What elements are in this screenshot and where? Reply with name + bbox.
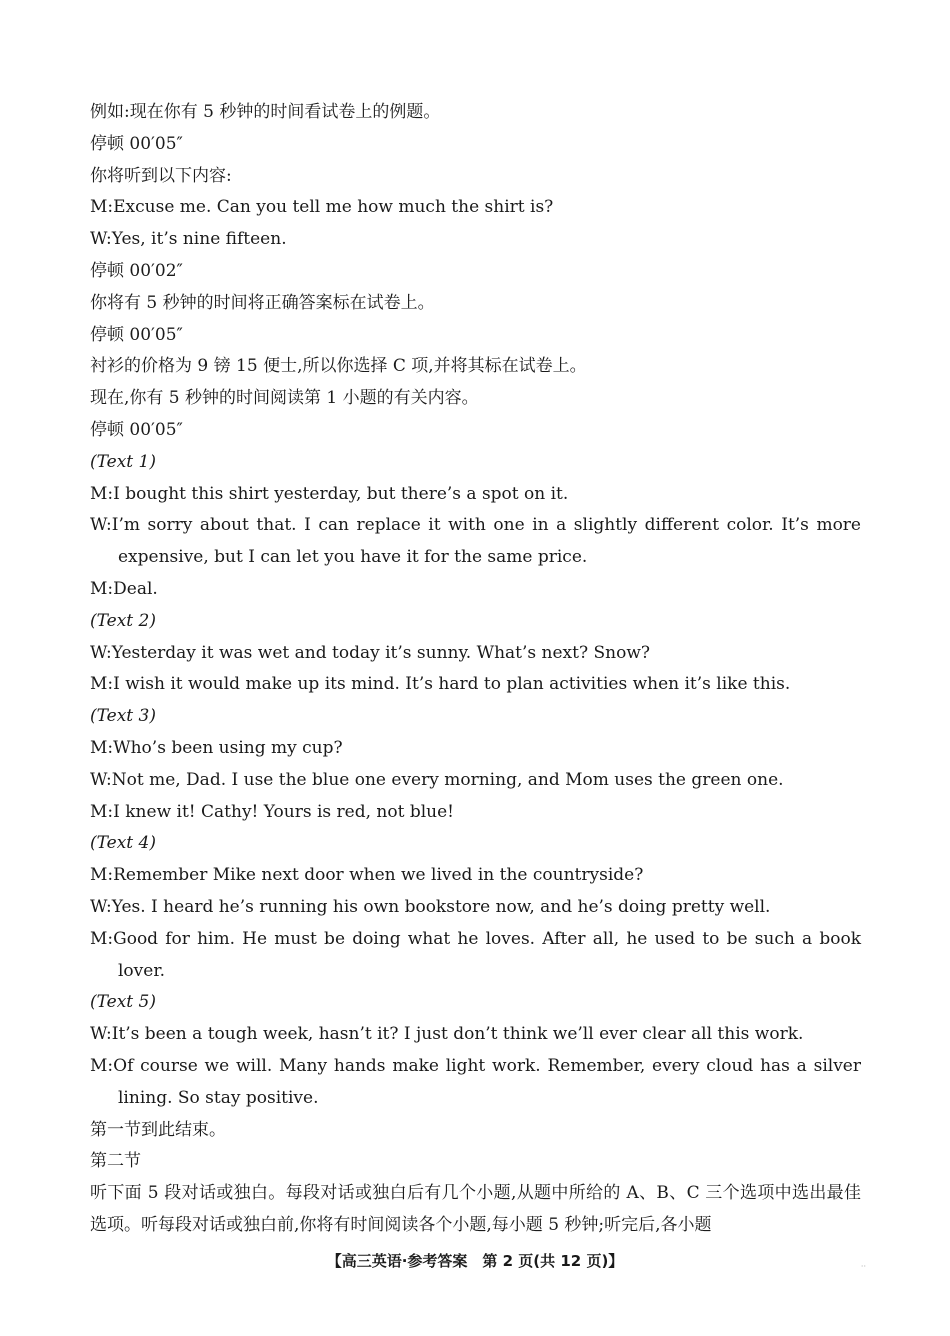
dialogue-line: M:Deal. (90, 578, 158, 599)
dialogue-line: M:Excuse me. Can you tell me how much the shirt is? (90, 197, 554, 218)
listen-intro: 你将听到以下内容: (90, 165, 232, 186)
pause-marker: 停顿 00′05″ (90, 133, 183, 154)
instruction-line: 你将有 5 秒钟的时间将正确答案标在试卷上。 (90, 292, 435, 313)
text-heading: (Text 2) (90, 610, 156, 631)
example-answer: 衬衫的价格为 9 镑 15 便士,所以你选择 C 项,并将其标在试卷上。 (90, 356, 587, 377)
instruction-line: 现在,你有 5 秒钟的时间阅读第 1 小题的有关内容。 (90, 388, 479, 409)
dialogue-line: M:I wish it would make up its mind. It’s hard to plan activities when it’s like this. (90, 674, 791, 695)
example-instruction: 例如:现在你有 5 秒钟的时间看试卷上的例题。 (90, 102, 441, 122)
text-heading: (Text 5) (90, 992, 156, 1013)
dialogue-line: W:I’m sorry about that. I can replace it with one in a slightly different color. It’s more expensive, but I can let you have it for the same price. (90, 515, 861, 568)
text-heading: (Text 4) (90, 833, 156, 854)
dialogue-line: M:Remember Mike next door when we lived in the countryside? (90, 865, 644, 886)
text-heading: (Text 3) (90, 706, 156, 727)
dialogue-line: M:I bought this shirt yesterday, but there’s a spot on it. (90, 483, 569, 504)
section-heading: 第二节 (90, 1151, 141, 1172)
text-heading: (Text 1) (90, 451, 156, 472)
dialogue-line: M:Of course we will. Many hands make light work. Remember, every cloud has a silver lining. So stay positive. (90, 1055, 861, 1108)
page-footer: 【高三英语·参考答案 第 2 页(共 12 页)】 (326, 1252, 624, 1270)
answer-key-body (90, 97, 861, 1242)
dialogue-line: W:It’s been a tough week, hasn’t it? I just don’t think we’ll ever clear all this work. (90, 1024, 804, 1045)
dialogue-line: M:Who’s been using my cup? (90, 737, 343, 758)
dialogue-line: M:I knew it! Cathy! Yours is red, not blue! (90, 801, 454, 822)
pause-marker: 停顿 00′05″ (90, 324, 183, 345)
dialogue-line: M:Good for him. He must be doing what he loves. After all, he used to be such a book lover. (90, 928, 861, 981)
pause-marker: 停顿 00′02″ (90, 260, 183, 281)
dialogue-line: W:Not me, Dad. I use the blue one every morning, and Mom uses the green one. (90, 769, 784, 790)
section-end: 第一节到此结束。 (90, 1119, 226, 1140)
pause-marker: 停顿 00′05″ (90, 419, 183, 440)
dialogue-line: W:Yes. I heard he’s running his own bookstore now, and he’s doing pretty well. (90, 896, 771, 917)
dialogue-line: W:Yes, it’s nine fifteen. (90, 229, 287, 250)
dialogue-line: W:Yesterday it was wet and today it’s sunny. What’s next? Snow? (90, 642, 650, 663)
corner-mark: ·· (860, 1262, 866, 1271)
section-instruction: 听下面 5 段对话或独白。每段对话或独白后有几个小题,从题中所给的 A、B、C 三个选项中选出最佳选项。听每段对话或独白前,你将有时间阅读各个小题,每小题 5 秒钟;听完后,各小题 (90, 1183, 861, 1235)
